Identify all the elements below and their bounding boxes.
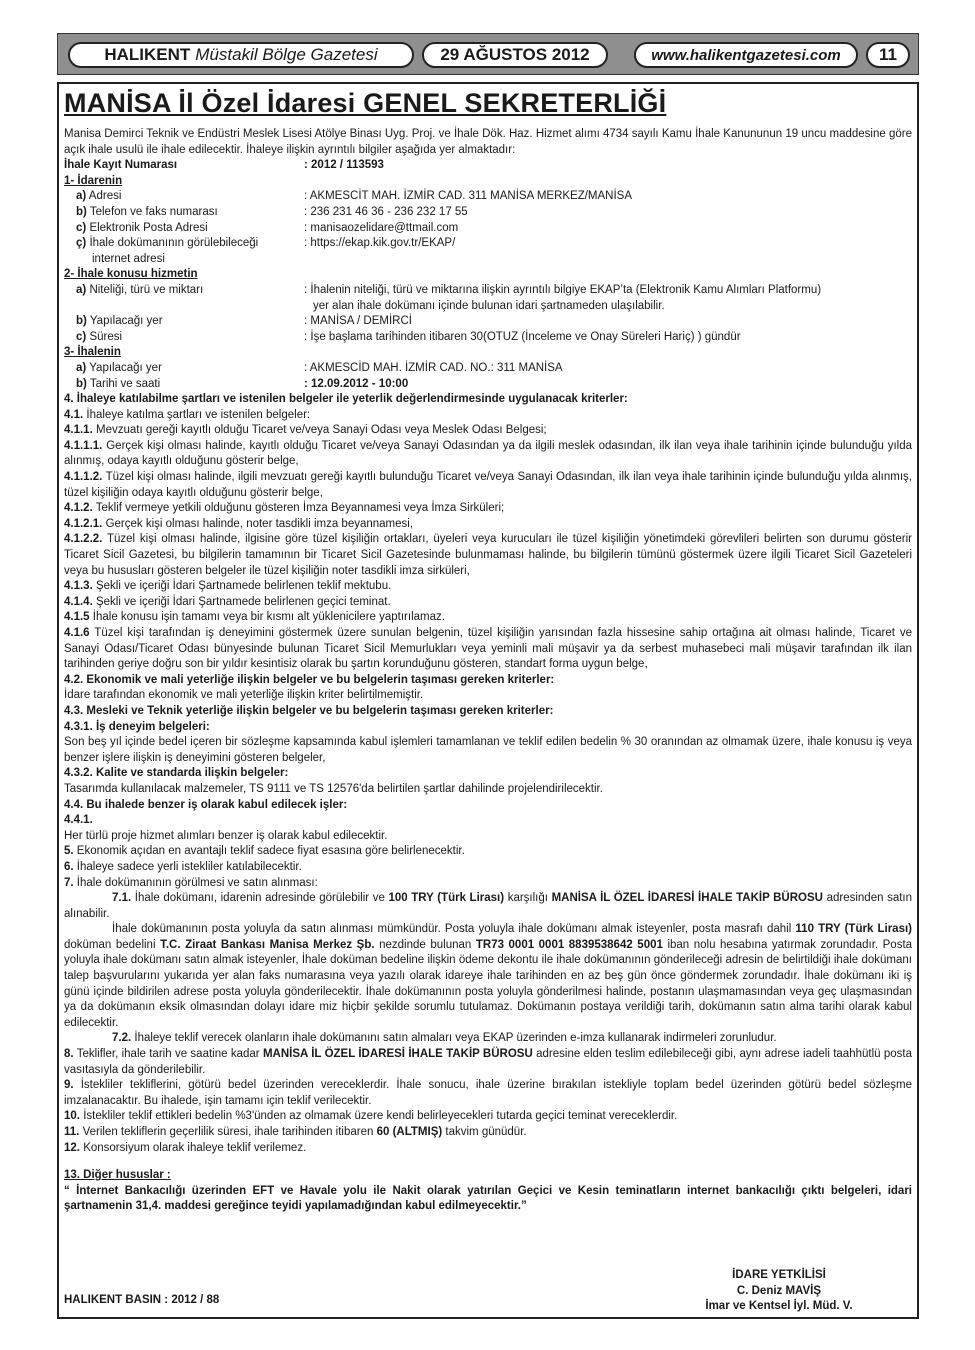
clause-number: 7.2. <box>112 1032 132 1045</box>
clause-7-postal <box>64 922 912 1031</box>
clause-8 <box>64 1047 912 1078</box>
clause-text: Gerçek kişi olması halinde, noter tasdikli imza beyannamesi, <box>105 517 414 530</box>
clause-text: iban nolu hesabına yatırmak zorundadır. Posta yoluyla ihale dokümanı satın almak isteyenler, İhale doküman bedeline ilişkin ödeme dekontu ile ihale dokümanının gönderileceği adresin de belirtildiği ihale dokümanı talep başvurularını yukarıda yer alan faks numarasına veya yazılı olarak idareye ihale tarihinden en az beş gün önce göndermek zorundadır. İhale dokümanı iki iş günü içinde bildirilen adrese posta yoluyla gönderilecektir. İhale dokümanının posta yoluyla gönderilmesi halinde, postanın ulaşmamasından veya geç ulaşmasından ya da dokümanın eksik olmasından dolayı idare miz hiçbir şekilde sorumlu tutulamaz. Dokümanın postaya verildiği tarih, dokümanın satın alma tarihi olarak kabul edilecektir. <box>64 938 913 1029</box>
clause-number: 6. <box>64 860 74 873</box>
item-key: c) <box>76 221 87 234</box>
clause-12 <box>64 1141 912 1157</box>
clause-text-bold: 60 (ALTMIŞ) <box>376 1126 443 1138</box>
tender-registration-value: : 2012 / 113593 <box>304 159 384 172</box>
admin-phone-label <box>64 205 304 221</box>
clause-text: İhale dokümanının posta yoluyla da satın alınması mümkündür. Posta yoluyla ihale dokümanı almak isteyenler, posta masrafı dahil <box>112 923 792 936</box>
signature-title: İmar ve Kentsel İyl. Müd. V. <box>705 1300 853 1313</box>
section-1-title <box>64 174 912 190</box>
item-label: Tarihi ve saati <box>89 377 161 390</box>
signature-name: C. Deniz MAVİŞ <box>736 1284 822 1297</box>
clause-6 <box>64 860 912 876</box>
clause-text: İhale dokümanının görülmesi ve satın alınması: <box>76 876 318 889</box>
clause-4-1 <box>64 408 912 424</box>
clause-4-1-1-1 <box>64 439 912 470</box>
admin-web-label-cont: internet adresi <box>92 252 165 265</box>
service-nature-value: : İhalenin niteliği, türü ve miktarına ilişkin ayrıntılı bilgiye EKAP’ta (Elektronik Kamu Alımları Platformu) <box>304 283 822 296</box>
clause-text: Tüzel kişi tarafından iş deneyimini göstermek üzere sunulan belgenin, tüzel kişiliğin yarısından fazla hissesine sahip ortağına ait olması halinde, Ticaret ve Sanayi Odası/Ticaret Odası bünyesinde bulunan Ticaret Sicil Memurlukları veya yeminli mali müşavir ya da serbest muhasebeci mali müşavir tarafından ilk ilan tarihinden geriye doğru son bir yıldır kesintisiz olarak bu şartın korunduğunu gösteren, standart forma uygun belge, <box>64 627 912 671</box>
section-3-title-text: 3- İhalenin <box>64 346 121 359</box>
tender-date-value: : 12.09.2012 - 10:00 <box>304 377 409 390</box>
clause-number: 4.1.1. <box>64 424 93 437</box>
clause-text: Tüzel kişi olması halinde, ilgili mevzuatı gereği kayıtlı bulunduğu Ticaret ve/veya Sanayi Odasından, ilk ilan veya ihale tarihinin içinde bulunduğu yılda alınmış, tüzel kişiliğin odaya kayıtlı olduğunu gösterir belge, <box>64 471 912 499</box>
tender-date-row <box>64 377 912 393</box>
clause-text-bold: 100 TRY (Türk Lirası) <box>388 892 505 905</box>
clause-number: 12. <box>64 1141 80 1154</box>
admin-phone-value: : 236 231 46 36 - 236 232 17 55 <box>304 205 468 218</box>
item-label: Adresi <box>88 190 122 203</box>
clause-4-4-title: 4.4. Bu ihalede benzer iş olarak kabul edilecek işler: <box>64 798 348 811</box>
clause-number: 4.1.2. <box>64 502 93 515</box>
clause-4-1-2 <box>64 501 912 517</box>
service-place-label <box>64 314 304 330</box>
clause-11 <box>64 1125 912 1141</box>
clause-number: 4.1.5 <box>64 611 90 624</box>
clause-text: Teklif vermeye yetkili olduğunu gösteren İmza Beyannamesi veya İmza Sirküleri; <box>95 502 505 515</box>
tender-place-label <box>64 361 304 377</box>
clause-4-1-4 <box>64 595 912 611</box>
item-key: a) <box>76 190 87 203</box>
admin-web-row <box>64 236 912 252</box>
item-label: Süresi <box>89 330 123 343</box>
clause-4-1-6 <box>64 626 912 673</box>
newspaper-name: HALIKENT <box>104 45 191 64</box>
item-key: b) <box>76 205 87 218</box>
page-number: 11 <box>866 42 910 68</box>
service-place-value: : MANİSA / DEMİRCİ <box>304 315 412 328</box>
service-duration-value: : İşe başlama tarihinden itibaren 30(OTUZ (İnceleme ve Onay Süreleri Hariç) ) gündür <box>304 330 741 343</box>
tender-registration-row <box>64 158 912 174</box>
admin-phone-row <box>64 205 912 221</box>
clause-number: 4.1.2.2. <box>64 533 103 546</box>
clause-text: adresine elden teslim edilebileceği gibi, aynı adrese iadeli taahhütlü posta vasıtasıyla da gönderilebilir. <box>64 1048 912 1076</box>
clause-4-2-title: 4.2. Ekonomik ve mali yeterliğe ilişkin belgeler ve bu belgelerin taşıması gereken kriterler: <box>64 673 555 686</box>
clause-4-3-1-text: Son beş yıl içinde bedel içeren bir sözleşme kapsamında kabul işlemleri tamamlanan ve teklif edilen bedelin % 30 oranından az olmamak üzere, ihale konusu iş veya benzer işlere ilişkin iş deneyimini gösteren belgeler, <box>64 736 912 764</box>
clause-4-1-3 <box>64 579 912 595</box>
clause-4-1-2-2 <box>64 532 912 579</box>
clause-text: İhaleye katılma şartları ve istenilen belgeler: <box>86 408 311 421</box>
item-key: a) <box>76 283 87 296</box>
clause-text: Tüzel kişi olması halinde, ilgisine göre tüzel kişiliğin ortakları, üyeleri veya kurucuları ile tüzel kişiliğin yönetimdeki görevlileri belirten son durumu gösterir Ticaret Sicil Gazetesi, bu bilgilerin tamamının bir Ticaret Sicil Gazetesinde bulunmaması halinde, bu bilgilerin tümünü göstermek üzere ilgili Ticaret Sicil Gazeteleri veya bu hususları gösteren belgeler ile tüzel kişiliğin noter tasdikli imza sirküleri, <box>64 533 912 577</box>
service-place-row <box>64 314 912 330</box>
clause-text: doküman bedelini <box>64 938 156 951</box>
item-key: b) <box>76 377 87 390</box>
admin-web-value[interactable]: : https://ekap.kik.gov.tr/EKAP/ <box>304 237 456 250</box>
clause-text: Şekli ve içeriği İdari Şartnamede belirlenen geçici teminat. <box>95 595 391 608</box>
press-code: HALIKENT BASIN : 2012 / 88 <box>64 1294 220 1306</box>
clause-text-bold: MANİSA İL ÖZEL İDARESİ İHALE TAKİP BÜROSU <box>551 892 823 905</box>
signature-block <box>649 1268 909 1315</box>
clause-number: 8. <box>64 1048 74 1061</box>
section-2-title <box>64 267 912 283</box>
service-duration-row <box>64 330 912 346</box>
clause-4-1-2-1 <box>64 517 912 533</box>
clause-text: Teklifler, ihale tarih ve saatine kadar <box>76 1048 260 1061</box>
clause-13-text: “ İnternet Bankacılığı üzerinden EFT ve Havale yolu ile Nakit olarak yatırılan Geçici ve Kesin teminatların internet bankacılığı çıktı belgeleri, idari şartnamenin 31,4. maddesi gereğince teyidi yapılamadığından kabul edilmeyecektir.” <box>64 1184 912 1213</box>
item-key: a) <box>76 361 87 374</box>
notice-frame <box>57 82 919 1319</box>
clause-text: Gerçek kişi olması halinde, kayıtlı olduğu Ticaret ve/veya Sanayi Odasından ya da ilgili meslek odasından, ilk ilan veya ihale tarihinin içinde bulunduğu yılda alınmış, odaya kayıtlı olduğunu gösterir belge, <box>64 439 913 468</box>
admin-web-row-cont <box>64 252 912 268</box>
clause-text: takvim günüdür. <box>445 1126 527 1138</box>
clause-4-2-text: İdare tarafından ekonomik ve mali yeterliğe ilişkin kriter belirtilmemiştir. <box>64 689 424 702</box>
item-label: Elektronik Posta Adresi <box>89 221 208 234</box>
clause-text: nezdinde bulunan <box>379 938 472 951</box>
clause-number: 4.1.1.2. <box>64 471 103 484</box>
clause-text: İstekliler teklif ettikleri bedelin %3'ünden az olmamak üzere kendi belirleyecekleri tutarda geçici teminat vereceklerdir. <box>83 1110 678 1123</box>
clause-number: 7. <box>64 876 74 889</box>
newspaper-subtitle: Müstakil Bölge Gazetesi <box>195 45 378 64</box>
admin-address-row <box>64 189 912 205</box>
clause-number: 5. <box>64 845 74 858</box>
clause-13-title: 13. Diğer hususlar : <box>64 1169 171 1182</box>
item-key: c) <box>76 330 87 343</box>
clause-text-bold: 110 TRY (Türk Lirası) <box>795 923 912 936</box>
tender-place-value: : AKMESCİD MAH. İZMİR CAD. NO.: 311 MANİSA <box>304 361 563 374</box>
clause-text-bold: MANİSA İL ÖZEL İDARESİ İHALE TAKİP BÜROSU <box>262 1048 533 1061</box>
clause-text: İhaleye sadece yerli istekliler katılabilecektir. <box>76 860 302 873</box>
clause-number: 4.1.1.1. <box>64 439 103 452</box>
clause-7-2 <box>64 1031 912 1047</box>
item-label: Telefon ve faks numarası <box>89 205 218 218</box>
item-label: Yapılacağı yer <box>89 361 162 374</box>
tender-date-label <box>64 377 304 393</box>
clause-number: 7.1. <box>112 892 132 905</box>
clause-4-1-5 <box>64 610 912 626</box>
issue-date: 29 AĞUSTOS 2012 <box>422 42 608 68</box>
clause-text: İhale konusu işin tamamı veya bir kısmı alt yüklenicilere yaptırılamaz. <box>92 611 445 624</box>
spacer <box>64 1156 912 1168</box>
section-2-title-text: 2- İhale konusu hizmetin <box>64 268 198 281</box>
item-key: b) <box>76 315 87 328</box>
newspaper-name-pill <box>68 42 414 68</box>
clause-text: İstekliler tekliflerini, götürü bedel üzerinden vereceklerdir. İhale sonucu, ihale üzerine bırakılan istekliyle toplam bedel üzerinden götürü bedel sözleşme imzalanacaktır. Bu ihalede, işin tamamı için teklif verilecektir. <box>64 1079 912 1107</box>
section-1-title-text: 1- İdarenin <box>64 174 123 187</box>
clause-4-3-2-text: Tasarımda kullanılacak malzemeler, TS 9111 ve TS 12576'da belirtilen şartlar dahilinde projelendirilecektir. <box>64 782 603 795</box>
clause-text: Şekli ve içeriği İdari Şartnamede belirlenen teklif mektubu. <box>95 580 392 593</box>
website-link[interactable]: www.halikentgazetesi.com <box>634 42 858 68</box>
clause-number: 10. <box>64 1110 80 1123</box>
section-4-title: 4. İhaleye katılabilme şartları ve istenilen belgeler ile yeterlik değerlendirmesinde uygulanacak kriterler: <box>64 393 628 406</box>
clause-number: 4.1.4. <box>64 595 93 608</box>
admin-email-label <box>64 221 304 237</box>
clause-text-bold: TR73 0001 0001 8839538642 5001 <box>475 938 663 951</box>
clause-5 <box>64 844 912 860</box>
item-label: Niteliği, türü ve miktarı <box>89 283 204 296</box>
clause-4-3-1-title: 4.3.1. İş deneyim belgeleri: <box>64 720 210 733</box>
clause-text: karşılığı <box>507 892 548 905</box>
clause-text-bold: T.C. Ziraat Bankası Manisa Merkez Şb. <box>160 938 375 951</box>
notice-title: MANİSA İl Özel İdaresi GENEL SEKRETERLİĞİ <box>64 88 667 118</box>
clause-number: 4.1.6 <box>64 627 90 639</box>
item-key: ç) <box>76 237 87 250</box>
item-label: İhale dokümanının görülebileceği <box>89 237 259 250</box>
clause-7-1 <box>64 891 912 922</box>
clause-text: İhale dokümanı, idarenin adresinde görülebilir ve <box>134 892 385 905</box>
clause-4-1-1-2 <box>64 470 912 501</box>
clause-text: Ekonomik açıdan en avantajlı teklif sadece fiyat esasına göre belirlenecektir. <box>76 845 465 858</box>
section-3-title <box>64 345 912 361</box>
notice-intro: Manisa Demirci Teknik ve Endüstri Meslek Lisesi Atölye Binası Uyg. Proj. ve İhale Dök. Haz. Hizmet alımı 4734 sayılı Kamu İhale Kanununun 19 uncu maddesine göre açık ihale usulü ile ihale edilecektir. İhaleye ilişkin ayrıntılı bilgiler aşağıda yer almaktadır: <box>64 128 912 156</box>
clause-4-4-1-title: 4.4.1. <box>64 814 93 827</box>
page-header <box>57 33 919 75</box>
clause-4-3-2-title: 4.3.2. Kalite ve standarda ilişkin belgeler: <box>64 767 289 780</box>
admin-email-value: : manisaozelidare@ttmail.com <box>304 221 459 234</box>
item-label: Yapılacağı yer <box>89 315 163 328</box>
clause-text: Konsorsiyum olarak ihaleye teklif verilemez. <box>83 1141 307 1154</box>
tender-place-row <box>64 361 912 377</box>
clause-text: İhaleye teklif verecek olanların ihale dokümanını satın almaları veya EKAP üzerinden e-imza kullanarak indirmeleri zorunludur. <box>134 1032 777 1045</box>
clause-9 <box>64 1078 912 1109</box>
service-nature-label <box>64 283 304 299</box>
admin-address-label <box>64 189 304 205</box>
clause-number: 4.1.3. <box>64 580 93 593</box>
service-nature-row-cont <box>64 299 912 315</box>
clause-number: 11. <box>64 1126 80 1138</box>
clause-text: Mevzuatı gereği kayıtlı olduğu Ticaret ve/veya Sanayi Odası veya Meslek Odası Belgesi; <box>95 424 547 437</box>
clause-number: 4.1. <box>64 408 84 421</box>
tender-registration-label: İhale Kayıt Numarası <box>64 159 178 172</box>
clause-7 <box>64 876 912 892</box>
admin-address-value: : AKMESCİT MAH. İZMİR CAD. 311 MANİSA MERKEZ/MANİSA <box>304 190 633 203</box>
service-nature-value-cont: yer alan ihale dokümanı içinde bulunan idari şartnameden ulaşılabilir. <box>313 299 665 312</box>
clause-number: 4.1.2.1. <box>64 517 103 530</box>
clause-10 <box>64 1109 912 1125</box>
signature-role: İDARE YETKİLİSİ <box>732 1269 826 1281</box>
admin-email-row <box>64 221 912 237</box>
spacer <box>64 299 304 315</box>
notice-content <box>64 88 912 1215</box>
clause-4-1-1 <box>64 423 912 439</box>
clause-text: Verilen tekliflerin geçerlilik süresi, ihale tarihinden itibaren <box>82 1126 374 1138</box>
clause-4-3-title: 4.3. Mesleki ve Teknik yeterliğe ilişkin belgeler ve bu belgelerin taşıması gereken kriterler: <box>64 704 554 717</box>
clause-text: adresinden satın alınabilir. <box>64 892 913 920</box>
admin-web-label <box>64 236 304 252</box>
service-duration-label <box>64 330 304 346</box>
service-nature-row <box>64 283 912 299</box>
clause-number: 9. <box>64 1079 74 1092</box>
clause-4-4-1-text: Her türlü proje hizmet alımları benzer iş olarak kabul edilecektir. <box>64 829 388 842</box>
